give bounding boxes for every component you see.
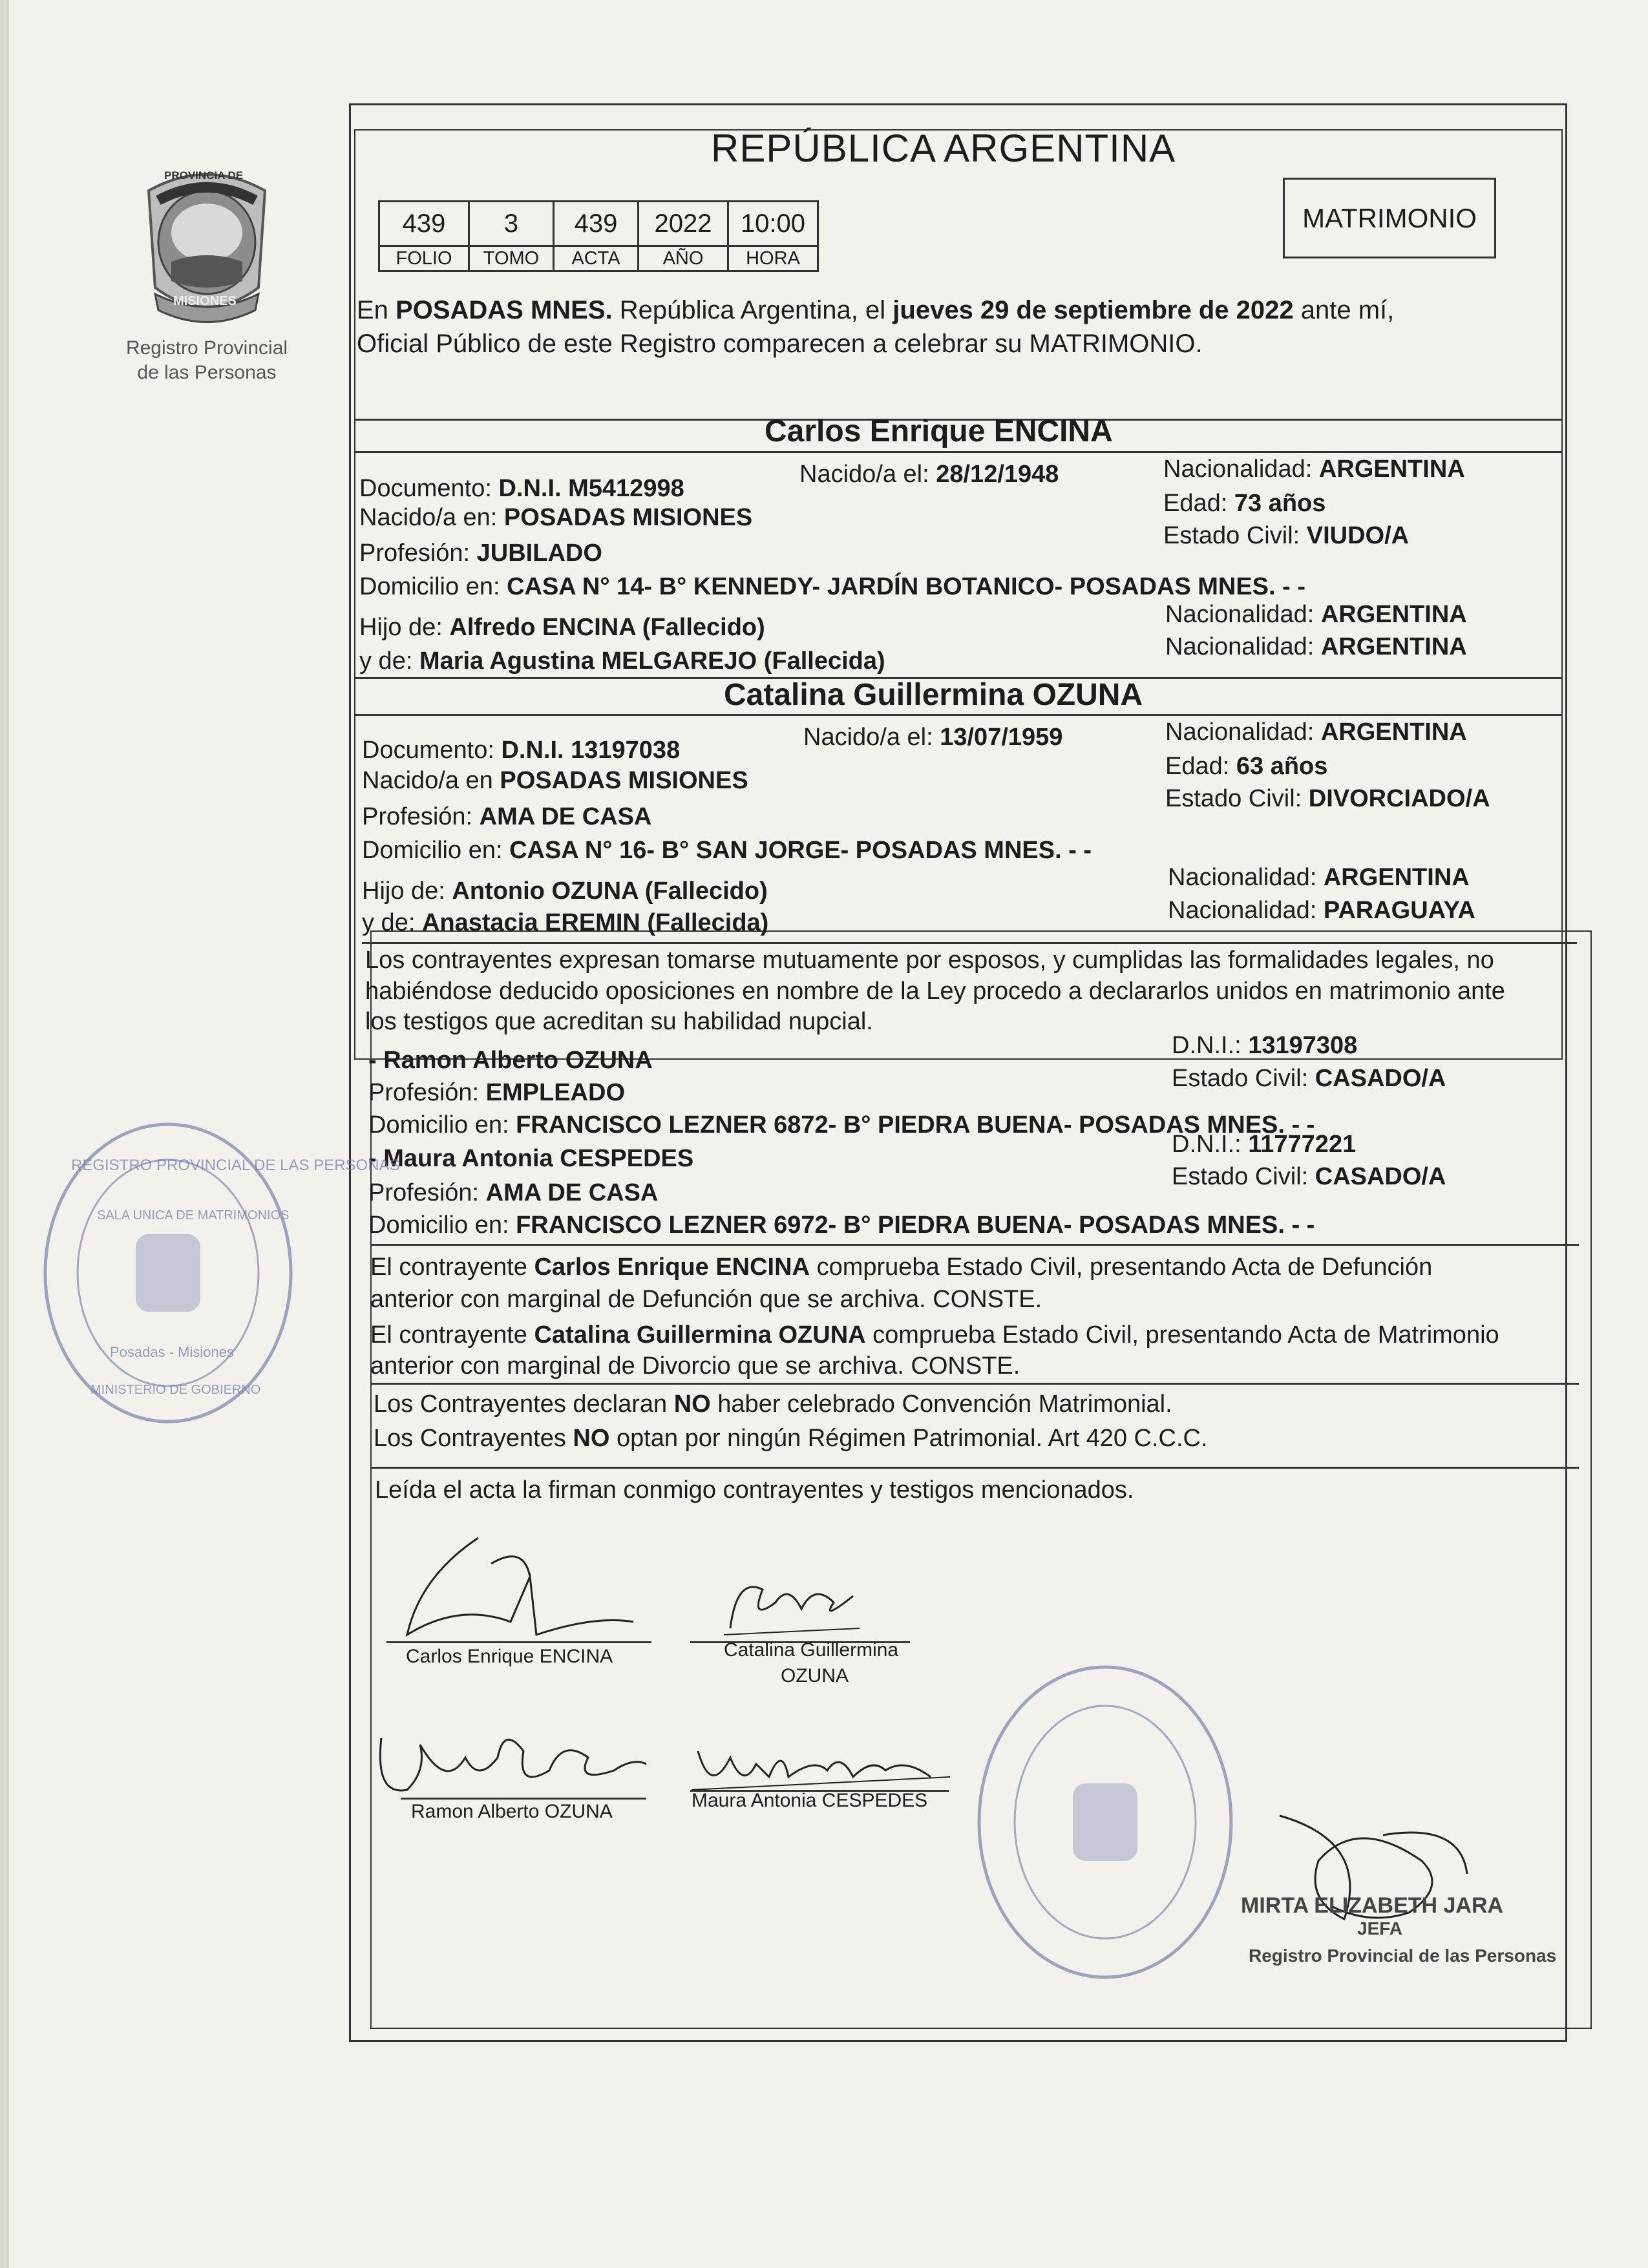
bride-nacido-el <box>803 724 1062 751</box>
divider <box>370 1383 1579 1385</box>
officer-office: Registro Provincial de las Personas <box>1249 1946 1557 1966</box>
groom-signature-icon <box>381 1525 653 1654</box>
intro-line-2: Oficial Público de este Registro comparecen a celebrar su MATRIMONIO. <box>357 330 1203 358</box>
value: CASA N° 16- B° SAN JORGE- POSADAS MNES. - - <box>509 837 1092 864</box>
bride-nacionalidad <box>1165 719 1467 746</box>
value: AMA DE CASA <box>479 803 652 830</box>
stamp-text-1: REGISTRO PROVINCIAL DE LAS PERSONAS <box>71 1157 400 1174</box>
acta-label: ACTA <box>554 246 639 271</box>
declaration-line-3: los testigos que acreditan su habilidad nupcial. <box>365 1008 873 1035</box>
note-name: Carlos Enrique ENCINA <box>534 1254 810 1281</box>
divider <box>354 714 1563 716</box>
note-text: comprueba Estado Civil, presentando Acta de Matrimonio <box>865 1321 1499 1349</box>
groom-estado-civil <box>1163 522 1409 550</box>
groom-madre-nacionalidad <box>1165 633 1467 661</box>
note-text: El contrayente <box>370 1254 534 1281</box>
record-type-box <box>1283 178 1496 258</box>
groom-signature-label: Carlos Enrique ENCINA <box>406 1646 613 1667</box>
tomo-label: TOMO <box>469 246 554 271</box>
witness-1-dni <box>1172 1032 1357 1060</box>
bride-documento <box>362 737 680 764</box>
groom-nacionalidad <box>1163 456 1465 483</box>
value: VIUDO/A <box>1306 522 1410 549</box>
divider <box>370 1244 1579 1246</box>
label: y de: <box>359 647 419 675</box>
groom-nacido-en <box>359 504 752 532</box>
bride-signature-icon <box>711 1570 866 1641</box>
convention-line-1 <box>374 1391 1172 1418</box>
label: Domicilio en: <box>368 1212 516 1239</box>
label: Documento: <box>362 737 502 764</box>
value: Alfredo ENCINA (Fallecido) <box>449 614 765 641</box>
anio-value: 2022 <box>639 202 728 246</box>
logo-lettering-bottom: MISIONES <box>173 294 237 308</box>
value: CASADO/A <box>1315 1065 1446 1092</box>
label: Domicilio en: <box>362 837 510 864</box>
bride-madre <box>362 909 768 937</box>
groom-padre <box>359 614 765 642</box>
value: CASA N° 14- B° KENNEDY- JARDÍN BOTANICO- POSADAS MNES. - - <box>507 573 1306 600</box>
witness-2-profesion <box>368 1179 658 1207</box>
folio-label: FOLIO <box>379 246 469 271</box>
label: D.N.I.: <box>1172 1032 1249 1059</box>
label: Domicilio en: <box>368 1111 516 1139</box>
divider <box>370 1467 1579 1469</box>
groom-padre-nacionalidad <box>1165 601 1467 629</box>
value: D.N.I. M5412998 <box>498 475 684 502</box>
groom-madre <box>359 647 885 675</box>
label: Hijo de: <box>362 877 452 905</box>
stamp-text-3: Posadas - Misiones <box>110 1344 234 1360</box>
note-1-line-1 <box>370 1254 1432 1281</box>
value: D.N.I. 13197038 <box>501 737 681 764</box>
value: JUBILADO <box>476 540 602 567</box>
anio-label: AÑO <box>639 246 728 271</box>
label: Nacionalidad: <box>1165 601 1321 628</box>
witness-1-signature-icon <box>368 1712 653 1809</box>
value: FRANCISCO LEZNER 6872- B° PIEDRA BUENA- POSADAS MNES. - - <box>516 1111 1315 1139</box>
label: Nacido/a en: <box>359 504 504 531</box>
bride-estado-civil <box>1165 785 1490 813</box>
value: POSADAS MISIONES <box>503 504 753 531</box>
witness-2-signature-label: Maura Antonia CESPEDES <box>692 1790 928 1811</box>
groom-domicilio <box>359 573 1305 601</box>
label: Hijo de: <box>359 614 450 641</box>
label: Estado Civil: <box>1172 1163 1315 1190</box>
witness-2-domicilio <box>368 1212 1315 1239</box>
bride-madre-nacionalidad <box>1168 897 1475 925</box>
bride-profesion <box>362 803 651 831</box>
convention-no: NO <box>573 1425 610 1452</box>
convention-text: haber celebrado Convención Matrimonial. <box>710 1391 1172 1418</box>
value: Maria Agustina MELGAREJO (Fallecida) <box>419 647 885 675</box>
value: PARAGUAYA <box>1323 897 1475 924</box>
tomo-value: 3 <box>469 202 554 246</box>
value: DIVORCIADO/A <box>1308 785 1490 812</box>
label: D.N.I.: <box>1172 1131 1249 1158</box>
label: Profesión: <box>362 803 480 830</box>
page-edge <box>0 0 9 2268</box>
convention-line-2 <box>374 1425 1208 1453</box>
intro-line-1 <box>357 296 1394 325</box>
logo-caption-line-1: Registro Provincial <box>125 337 288 359</box>
value: FRANCISCO LEZNER 6972- B° PIEDRA BUENA- POSADAS MNES. - - <box>516 1212 1315 1239</box>
groom-edad <box>1163 490 1326 518</box>
bride-nacido-en <box>362 767 748 795</box>
folio-value: 439 <box>379 202 469 246</box>
label: Edad: <box>1163 490 1234 517</box>
label: Nacionalidad: <box>1168 864 1324 891</box>
witness-1-name: - Ramon Alberto OZUNA <box>368 1047 653 1074</box>
label: Estado Civil: <box>1165 785 1309 812</box>
bride-name-heading: Catalina Guillermina OZUNA <box>724 678 1143 712</box>
acta-value: 439 <box>554 202 639 246</box>
groom-signature-line <box>386 1641 651 1643</box>
value: Anastacia EREMIN (Fallecida) <box>421 909 769 936</box>
note-name: Catalina Guillermina OZUNA <box>534 1321 866 1349</box>
note-2-line-2: anterior con marginal de Divorcio que se archiva. CONSTE. <box>370 1352 1020 1380</box>
label: Documento: <box>359 475 499 502</box>
divider <box>362 942 1577 944</box>
note-1-line-2: anterior con marginal de Defunción que se archiva. CONSTE. <box>370 1286 1042 1313</box>
witness-2-name: - Maura Antonia CESPEDES <box>368 1145 694 1172</box>
value: AMA DE CASA <box>485 1179 659 1206</box>
value: CASADO/A <box>1315 1163 1446 1190</box>
label: Nacido/a en <box>362 767 500 794</box>
value: 13/07/1959 <box>940 724 1063 751</box>
declaration-line-2: habiéndose deducido oposiciones en nombre de la Ley procedo a declararlos unidos en matrimonio ante <box>365 978 1505 1005</box>
bride-padre <box>362 877 768 905</box>
hora-label: HORA <box>728 246 818 271</box>
groom-documento <box>359 475 684 503</box>
officer-name: MIRTA ELIZABETH JARA <box>1241 1893 1504 1918</box>
groom-name-heading: Carlos Enrique ENCINA <box>765 414 1113 448</box>
label: Estado Civil: <box>1172 1065 1315 1092</box>
witness-1-profesion <box>368 1079 625 1107</box>
stamp-text-4: MINISTERIO DE GOBIERNO <box>90 1383 261 1397</box>
label: Estado Civil: <box>1163 522 1307 549</box>
value: ARGENTINA <box>1323 864 1470 891</box>
closing-text: Leída el acta la firman conmigo contrayentes y testigos mencionados. <box>375 1476 1134 1504</box>
intro-text: En <box>357 296 396 324</box>
label: Nacionalidad: <box>1165 719 1321 746</box>
value: ARGENTINA <box>1320 633 1467 660</box>
record-type: MATRIMONIO <box>1302 202 1477 233</box>
value: Antonio OZUNA (Fallecido) <box>452 877 768 905</box>
hora-value: 10:00 <box>728 202 818 246</box>
groom-nacido-el <box>799 461 1059 488</box>
label: Nacionalidad: <box>1165 633 1321 660</box>
intro-text: República Argentina, el <box>612 296 893 324</box>
registry-stamp-icon-2 <box>969 1654 1241 1990</box>
bride-domicilio <box>362 837 1092 865</box>
label: Nacionalidad: <box>1163 456 1319 483</box>
convention-text: Los Contrayentes declaran <box>374 1391 674 1418</box>
label: Nacido/a el: <box>803 724 940 751</box>
bride-edad <box>1165 753 1327 781</box>
value: 63 años <box>1236 753 1328 780</box>
label: Profesión: <box>368 1179 486 1206</box>
convention-no: NO <box>673 1391 711 1418</box>
bride-signature-label-2: OZUNA <box>781 1665 849 1686</box>
convention-text: optan por ningún Régimen Patrimonial. Art 420 C.C.C. <box>609 1425 1208 1452</box>
bride-signature-label-1: Catalina Guillermina <box>724 1639 899 1661</box>
value: ARGENTINA <box>1320 719 1467 746</box>
label: Nacido/a el: <box>799 461 936 488</box>
witness-1-estado-civil <box>1172 1065 1446 1093</box>
logo-lettering-top: PROVINCIA DE <box>164 169 244 182</box>
value: EMPLEADO <box>485 1079 626 1106</box>
divider <box>354 451 1563 453</box>
stamp-text-2: SALA UNICA DE MATRIMONIOS <box>97 1208 290 1223</box>
label: Domicilio en: <box>359 573 507 600</box>
witness-1-signature-line <box>401 1798 646 1800</box>
witness-1-signature-label: Ramon Alberto OZUNA <box>411 1801 613 1822</box>
officer-block <box>1241 1893 1556 1966</box>
label: Edad: <box>1165 753 1236 780</box>
value: 73 años <box>1234 490 1326 517</box>
label: Nacionalidad: <box>1168 897 1324 924</box>
convention-text: Los Contrayentes <box>374 1425 573 1452</box>
officer-title: JEFA <box>1357 1918 1403 1938</box>
logo-caption <box>103 336 310 385</box>
value: 11777221 <box>1248 1131 1357 1158</box>
witness-2-estado-civil <box>1172 1163 1446 1191</box>
document-title: REPÚBLICA ARGENTINA <box>711 127 1176 170</box>
intro-text: ante mí, <box>1293 296 1395 324</box>
value: ARGENTINA <box>1318 456 1465 483</box>
value: 13197308 <box>1248 1032 1358 1059</box>
logo-caption-line-2: de las Personas <box>137 362 277 383</box>
intro-date: jueves 29 de septiembre de 2022 <box>893 296 1294 324</box>
label: y de: <box>362 909 422 936</box>
registry-table <box>378 200 819 272</box>
note-text: El contrayente <box>370 1321 534 1349</box>
value: ARGENTINA <box>1320 601 1467 628</box>
note-2-line-1 <box>370 1321 1499 1349</box>
label: Profesión: <box>368 1079 486 1106</box>
witness-2-dni <box>1172 1131 1356 1159</box>
note-text: comprueba Estado Civil, presentando Acta de Defunción <box>810 1254 1433 1281</box>
intro-place: POSADAS MNES. <box>396 296 613 324</box>
bride-padre-nacionalidad <box>1168 864 1470 892</box>
value: POSADAS MISIONES <box>500 767 748 794</box>
declaration-line-1: Los contrayentes expresan tomarse mutuamente por esposos, y cumplidas las formalidades legales, no <box>365 947 1494 974</box>
groom-profesion <box>359 540 602 567</box>
value: 28/12/1948 <box>936 461 1059 488</box>
label: Profesión: <box>359 540 477 567</box>
